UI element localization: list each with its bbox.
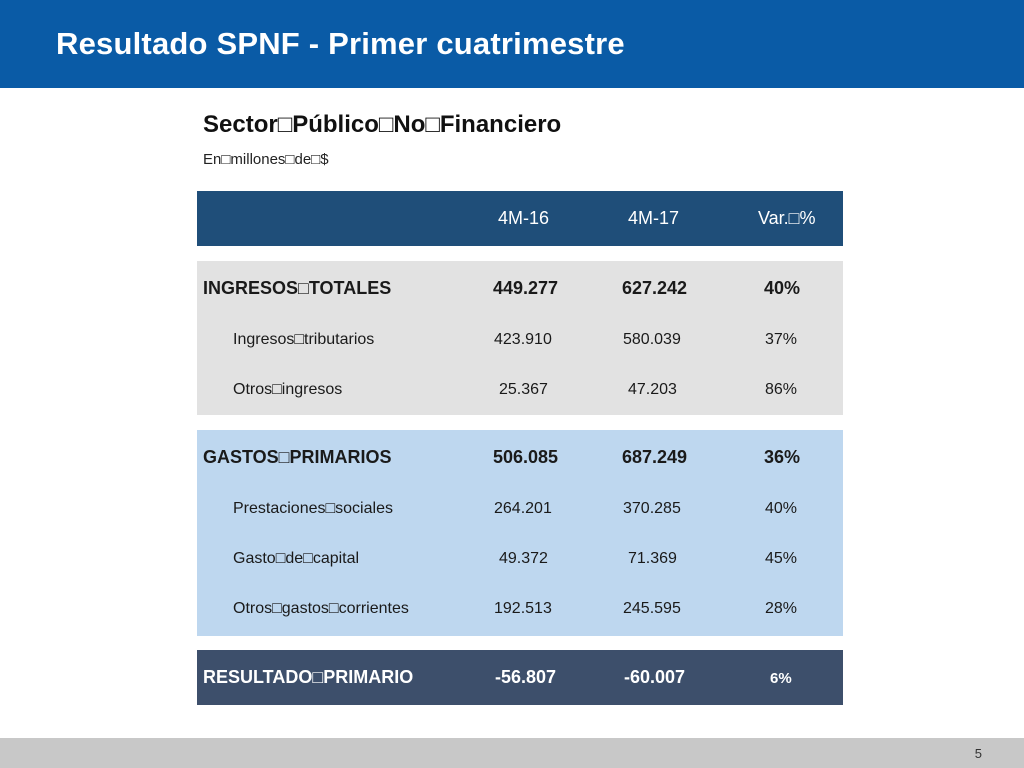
gastos-primarios-4m16: 506.085 [493, 447, 559, 467]
ingresos-totales-label: INGRESOS□TOTALES [203, 278, 392, 298]
row-4m17: 370.285 [623, 500, 681, 517]
col-4m16-header: 4M-16 [498, 208, 550, 228]
row-label: Gasto□de□capital [233, 550, 360, 567]
row-4m16: 25.367 [499, 381, 548, 398]
row-label: Prestaciones□sociales [233, 500, 393, 517]
row-4m17: 47.203 [628, 381, 677, 398]
row-label: Otros□ingresos [233, 381, 343, 398]
row-label: Ingresos□tributarios [233, 331, 375, 348]
table-header [197, 191, 843, 246]
col-4m17-header: 4M-17 [628, 208, 680, 228]
page-number: 5 [974, 746, 982, 761]
row-4m16: 192.513 [494, 600, 552, 617]
row-var: 40% [765, 500, 798, 517]
resultado-primario-var: 6% [770, 670, 792, 687]
row-var: 28% [765, 600, 798, 617]
ingresos-totales-4m17: 627.242 [622, 278, 688, 298]
footer-bar [0, 738, 1024, 768]
row-var: 45% [765, 550, 798, 567]
gastos-primarios-label: GASTOS□PRIMARIOS [203, 447, 392, 467]
ingresos-block [197, 261, 843, 415]
resultado-primario-label: RESULTADO□PRIMARIO [203, 667, 414, 687]
row-4m16: 423.910 [494, 331, 552, 348]
resultado-primario-4m17: -60.007 [624, 667, 686, 687]
row-label: Otros□gastos□corrientes [233, 600, 409, 617]
resultado-primario-4m16: -56.807 [495, 667, 557, 687]
header-bar [0, 0, 1024, 88]
row-4m17: 245.595 [623, 600, 681, 617]
gastos-primarios-4m17: 687.249 [622, 447, 688, 467]
col-var-header: Var.□% [758, 208, 816, 228]
row-4m17: 580.039 [623, 331, 681, 348]
row-var: 86% [765, 381, 798, 398]
row-var: 37% [765, 331, 798, 348]
ingresos-totales-4m16: 449.277 [493, 278, 559, 298]
row-4m17: 71.369 [628, 550, 677, 567]
gastos-block [197, 430, 843, 636]
section-title: Sector□Público□No□Financiero [203, 111, 562, 138]
units-note: En□millones□de□$ [203, 151, 329, 168]
gastos-primarios-var: 36% [764, 447, 801, 467]
slide-title: Resultado SPNF - Primer cuatrimestre [56, 26, 625, 61]
row-4m16: 264.201 [494, 500, 552, 517]
ingresos-totales-var: 40% [764, 278, 801, 298]
resultado-block [197, 650, 843, 705]
row-4m16: 49.372 [499, 550, 548, 567]
